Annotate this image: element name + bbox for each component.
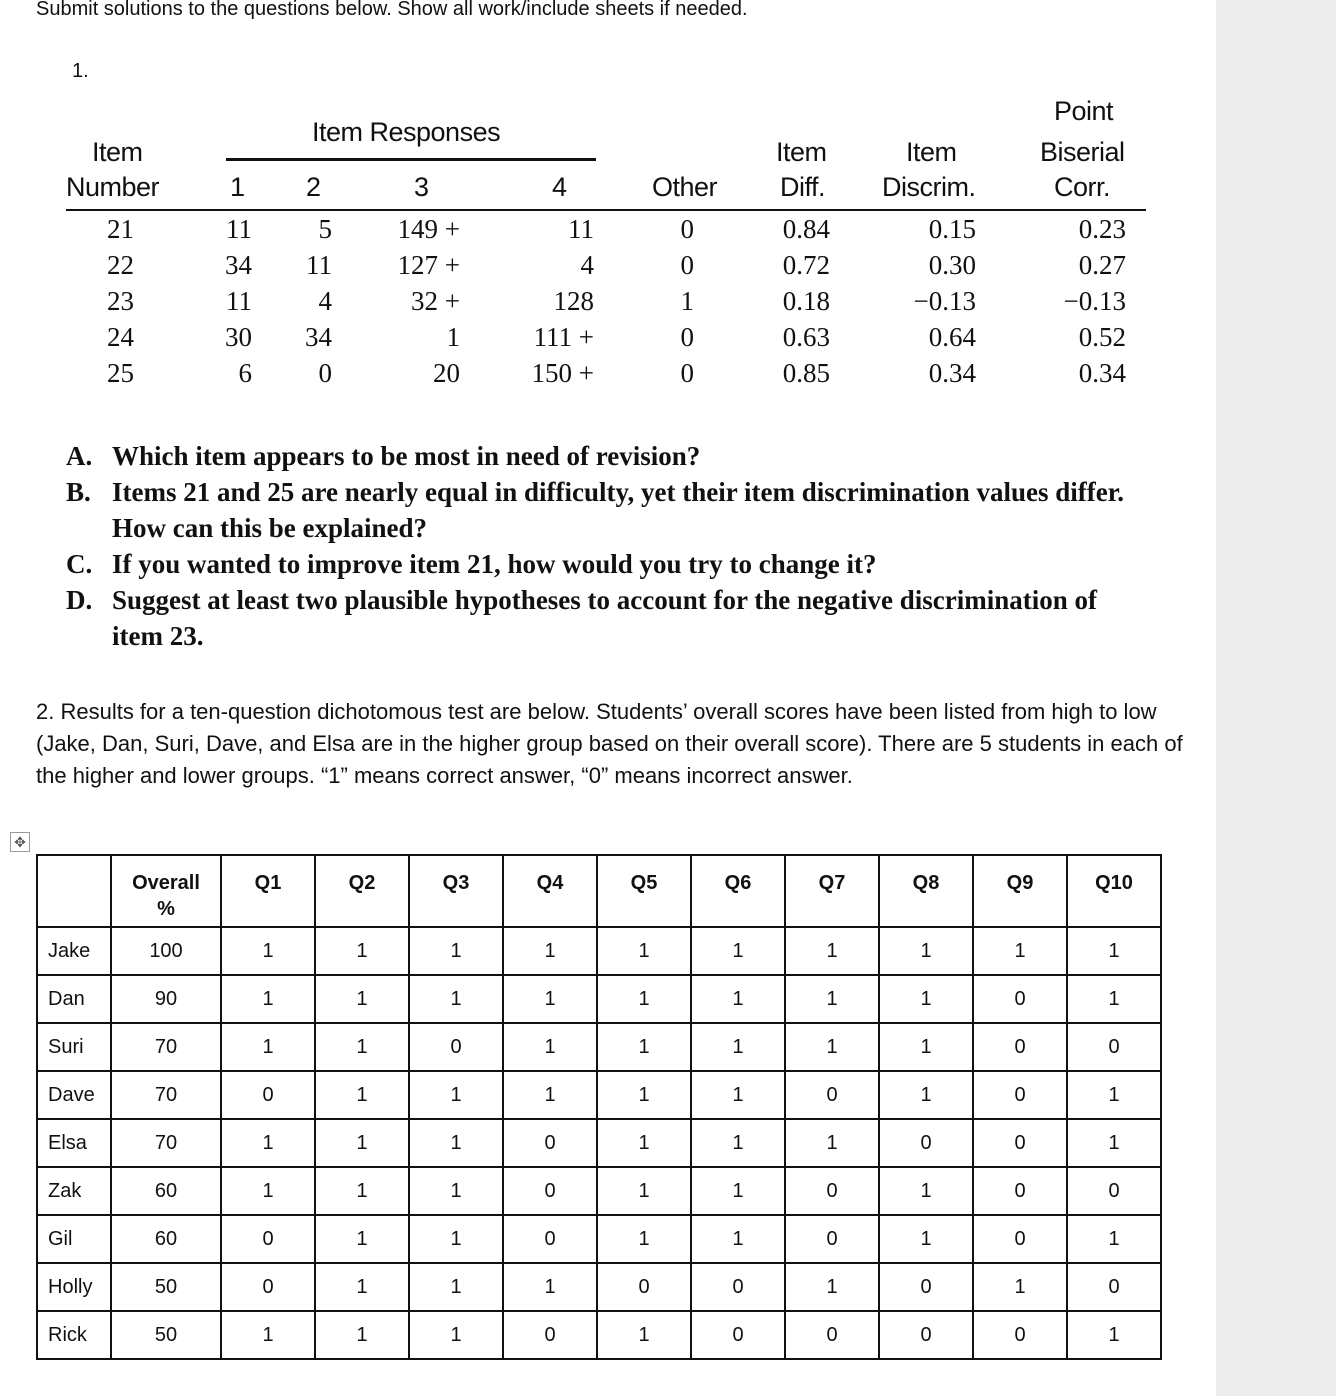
overall-score: 50 — [111, 1311, 221, 1359]
answer-cell: 0 — [1067, 1023, 1161, 1071]
header-q2: Q2 — [315, 855, 409, 927]
student-name: Zak — [37, 1167, 111, 1215]
subquestion-d-label: D. — [66, 585, 93, 615]
item-cell-item-number: 25 — [107, 358, 134, 388]
answer-cell: 0 — [503, 1167, 597, 1215]
item-cell-response-4: 111 + — [533, 322, 594, 352]
answer-cell: 0 — [221, 1071, 315, 1119]
item-cell-response-4: 4 — [580, 250, 594, 280]
header-item-diff-2: Diff. — [780, 172, 826, 202]
answer-cell: 1 — [315, 1215, 409, 1263]
item-cell-response-3: 149 + — [397, 214, 460, 244]
item-cell-point-biserial: 0.34 — [1078, 358, 1126, 388]
item-cell-item-diff: 0.72 — [782, 250, 830, 280]
answer-cell: 1 — [973, 927, 1067, 975]
answer-cell: 1 — [315, 927, 409, 975]
item-cell-item-number: 21 — [107, 214, 134, 244]
answer-cell: 1 — [315, 975, 409, 1023]
subquestion-c-text: If you wanted to improve item 21, how would you try to change it? — [112, 549, 877, 579]
item-cell-item-diff: 0.63 — [782, 322, 830, 352]
header-response-3: 3 — [414, 172, 429, 202]
answer-cell: 1 — [221, 1311, 315, 1359]
student-name: Suri — [37, 1023, 111, 1071]
answer-cell: 1 — [785, 1119, 879, 1167]
header-response-1: 1 — [230, 172, 245, 202]
answer-cell: 0 — [973, 1215, 1067, 1263]
answer-cell: 0 — [1067, 1167, 1161, 1215]
question-2-text: 2. Results for a ten-question dichotomous test are below. Students’ overall scores have been listed from high to low (Jake, Dan, Suri, Dave, and Elsa are in the higher group based on their overall score). There are 5 students in each of the higher and lower groups. “1” means correct answer, “0” means incorrect answer. — [36, 699, 1183, 788]
overall-score: 100 — [111, 927, 221, 975]
item-cell-response-1: 6 — [238, 358, 252, 388]
table-row — [37, 1119, 1161, 1167]
answer-cell: 1 — [973, 1263, 1067, 1311]
answer-cell: 1 — [409, 1167, 503, 1215]
subquestion-b-label: B. — [66, 477, 91, 507]
answer-cell: 0 — [503, 1215, 597, 1263]
student-name: Dave — [37, 1071, 111, 1119]
header-q3: Q3 — [409, 855, 503, 927]
item-cell-other: 1 — [680, 286, 694, 316]
item-cell-item-discrim: 0.34 — [928, 358, 976, 388]
header-blank — [37, 855, 111, 927]
item-cell-item-discrim: 0.30 — [928, 250, 976, 280]
right-side-panel — [1216, 0, 1336, 1396]
subquestion-a-label: A. — [66, 441, 93, 471]
table-row — [37, 1215, 1161, 1263]
responses-rule — [226, 158, 596, 161]
student-name: Rick — [37, 1311, 111, 1359]
answer-cell: 1 — [1067, 1215, 1161, 1263]
item-cell-item-diff: 0.84 — [782, 214, 830, 244]
answer-cell: 1 — [503, 1023, 597, 1071]
answer-cell: 1 — [409, 1071, 503, 1119]
header-q9: Q9 — [973, 855, 1067, 927]
answer-cell: 1 — [409, 975, 503, 1023]
item-cell-response-2: 11 — [306, 250, 332, 280]
item-cell-response-3: 20 — [433, 358, 460, 388]
answer-cell: 0 — [221, 1215, 315, 1263]
header-q10: Q10 — [1067, 855, 1161, 927]
item-cell-response-1: 34 — [225, 250, 252, 280]
subquestion-c-label: C. — [66, 549, 93, 579]
item-cell-response-4: 128 — [553, 286, 594, 316]
answer-cell: 1 — [503, 927, 597, 975]
instructions-text: Submit solutions to the questions below. Show all work/include sheets if needed. — [36, 0, 748, 20]
item-cell-point-biserial: 0.52 — [1078, 322, 1126, 352]
answer-cell: 1 — [503, 1071, 597, 1119]
item-cell-response-2: 34 — [305, 322, 332, 352]
answer-cell: 1 — [691, 1023, 785, 1071]
answer-cell: 1 — [409, 1119, 503, 1167]
answer-cell: 1 — [221, 1167, 315, 1215]
answer-cell: 1 — [879, 1023, 973, 1071]
overall-score: 50 — [111, 1263, 221, 1311]
answer-cell: 1 — [503, 1263, 597, 1311]
answer-cell: 0 — [503, 1119, 597, 1167]
answer-cell: 1 — [597, 1023, 691, 1071]
table-row — [37, 975, 1161, 1023]
header-overall-: Overall % — [111, 855, 221, 927]
answer-cell: 1 — [315, 1071, 409, 1119]
student-name: Gil — [37, 1215, 111, 1263]
answer-cell: 1 — [785, 927, 879, 975]
answer-cell: 1 — [315, 1119, 409, 1167]
answer-cell: 0 — [503, 1311, 597, 1359]
answer-cell: 1 — [409, 1311, 503, 1359]
overall-score: 60 — [111, 1215, 221, 1263]
answer-cell: 1 — [1067, 1119, 1161, 1167]
item-cell-response-3: 1 — [446, 322, 460, 352]
header-pbc-2: Biserial — [1040, 137, 1125, 167]
answer-cell: 1 — [597, 975, 691, 1023]
header-q5: Q5 — [597, 855, 691, 927]
answer-cell: 1 — [315, 1167, 409, 1215]
header-number: Number — [66, 172, 160, 202]
answer-cell: 1 — [315, 1263, 409, 1311]
answer-cell: 1 — [315, 1023, 409, 1071]
item-cell-item-number: 22 — [107, 250, 134, 280]
header-rule — [66, 209, 1146, 211]
overall-score: 90 — [111, 975, 221, 1023]
item-cell-response-3: 32 + — [411, 286, 460, 316]
header-response-4: 4 — [552, 172, 567, 202]
answer-cell: 1 — [221, 927, 315, 975]
item-cell-response-1: 30 — [225, 322, 252, 352]
answer-cell: 0 — [973, 1167, 1067, 1215]
table-row — [37, 1023, 1161, 1071]
table-row — [37, 1263, 1161, 1311]
answer-cell: 0 — [973, 1023, 1067, 1071]
header-q8: Q8 — [879, 855, 973, 927]
item-cell-item-number: 23 — [107, 286, 134, 316]
item-cell-point-biserial: 0.23 — [1078, 214, 1126, 244]
table-row — [37, 1071, 1161, 1119]
answer-cell: 1 — [409, 927, 503, 975]
answer-cell: 1 — [691, 927, 785, 975]
answer-cell: 1 — [597, 1167, 691, 1215]
answer-cell: 1 — [691, 1167, 785, 1215]
overall-score: 70 — [111, 1071, 221, 1119]
answer-cell: 0 — [879, 1263, 973, 1311]
answer-cell: 0 — [973, 1311, 1067, 1359]
answer-cell: 1 — [879, 1167, 973, 1215]
answer-cell: 1 — [1067, 927, 1161, 975]
answer-cell: 1 — [315, 1311, 409, 1359]
answer-cell: 0 — [973, 1119, 1067, 1167]
header-q7: Q7 — [785, 855, 879, 927]
answer-cell: 1 — [221, 1023, 315, 1071]
header-q6: Q6 — [691, 855, 785, 927]
header-item-responses: Item Responses — [312, 117, 501, 147]
table-row — [37, 1167, 1161, 1215]
item-cell-response-4: 11 — [568, 214, 594, 244]
answer-cell: 0 — [221, 1263, 315, 1311]
answer-cell: 1 — [221, 975, 315, 1023]
item-cell-response-1: 11 — [226, 214, 252, 244]
overall-score: 70 — [111, 1119, 221, 1167]
answer-cell: 0 — [785, 1167, 879, 1215]
item-cell-item-discrim: 0.15 — [928, 214, 976, 244]
header-item-diff-1: Item — [776, 137, 827, 167]
item-cell-item-diff: 0.18 — [782, 286, 830, 316]
answer-cell: 1 — [1067, 1311, 1161, 1359]
student-name: Elsa — [37, 1119, 111, 1167]
item-cell-response-2: 4 — [318, 286, 332, 316]
answer-cell: 1 — [1067, 1071, 1161, 1119]
answer-cell: 1 — [785, 1023, 879, 1071]
item-cell-response-2: 5 — [318, 214, 332, 244]
answer-cell: 1 — [879, 1071, 973, 1119]
answer-cell: 1 — [879, 1215, 973, 1263]
table-row — [37, 1311, 1161, 1359]
student-name: Jake — [37, 927, 111, 975]
item-cell-other: 0 — [680, 358, 694, 388]
item-cell-other: 0 — [680, 214, 694, 244]
subquestion-b-text: Items 21 and 25 are nearly equal in difficulty, yet their item discrimination values differ. How can this be explained? — [112, 477, 1124, 543]
answer-cell: 1 — [409, 1263, 503, 1311]
subquestion-a-text: Which item appears to be most in need of revision? — [112, 441, 701, 471]
scores-body — [37, 927, 1161, 1359]
answer-cell: 1 — [597, 1071, 691, 1119]
question-1-number: 1. — [72, 60, 89, 82]
answer-cell: 0 — [879, 1119, 973, 1167]
answer-cell: 0 — [973, 975, 1067, 1023]
header-item-discrim-1: Item — [906, 137, 957, 167]
answer-cell: 0 — [785, 1215, 879, 1263]
item-cell-point-biserial: −0.13 — [1063, 286, 1126, 316]
answer-cell: 1 — [691, 1119, 785, 1167]
answer-cell: 1 — [691, 1071, 785, 1119]
answer-cell: 1 — [597, 927, 691, 975]
answer-cell: 1 — [503, 975, 597, 1023]
scores-table — [36, 854, 1162, 1360]
answer-cell: 0 — [785, 1071, 879, 1119]
subquestion-d-text: Suggest at least two plausible hypotheses to account for the negative discrimination of item 23. — [112, 585, 1097, 651]
answer-cell: 0 — [409, 1023, 503, 1071]
header-other: Other — [652, 172, 718, 202]
item-cell-response-4: 150 + — [531, 358, 594, 388]
item-cell-response-3: 127 + — [397, 250, 460, 280]
table-row — [37, 927, 1161, 975]
answer-cell: 0 — [879, 1311, 973, 1359]
item-cell-response-2: 0 — [318, 358, 332, 388]
answer-cell: 1 — [785, 1263, 879, 1311]
header-q1: Q1 — [221, 855, 315, 927]
scores-header-row — [37, 855, 1161, 927]
header-pbc-3: Corr. — [1054, 172, 1111, 202]
item-cell-other: 0 — [680, 250, 694, 280]
item-cell-response-1: 11 — [226, 286, 252, 316]
student-name: Dan — [37, 975, 111, 1023]
answer-cell: 1 — [691, 1215, 785, 1263]
item-cell-point-biserial: 0.27 — [1078, 250, 1126, 280]
header-item-discrim-2: Discrim. — [882, 172, 976, 202]
answer-cell: 1 — [221, 1119, 315, 1167]
answer-cell: 1 — [597, 1119, 691, 1167]
overall-score: 60 — [111, 1167, 221, 1215]
item-cell-item-discrim: −0.13 — [913, 286, 976, 316]
answer-cell: 0 — [691, 1263, 785, 1311]
answer-cell: 0 — [1067, 1263, 1161, 1311]
answer-cell: 1 — [1067, 975, 1161, 1023]
answer-cell: 0 — [785, 1311, 879, 1359]
answer-cell: 0 — [597, 1263, 691, 1311]
student-name: Holly — [37, 1263, 111, 1311]
answer-cell: 1 — [785, 975, 879, 1023]
answer-cell: 1 — [409, 1215, 503, 1263]
answer-cell: 1 — [879, 975, 973, 1023]
answer-cell: 1 — [691, 975, 785, 1023]
answer-cell: 1 — [879, 927, 973, 975]
item-cell-item-number: 24 — [107, 322, 134, 352]
table-move-handle-icon[interactable]: ✥ — [10, 832, 30, 852]
item-cell-item-discrim: 0.64 — [928, 322, 976, 352]
answer-cell: 1 — [597, 1215, 691, 1263]
item-cell-other: 0 — [680, 322, 694, 352]
header-q4: Q4 — [503, 855, 597, 927]
header-item: Item — [92, 137, 143, 167]
answer-cell: 1 — [597, 1311, 691, 1359]
answer-cell: 0 — [691, 1311, 785, 1359]
item-cell-item-diff: 0.85 — [782, 358, 830, 388]
overall-score: 70 — [111, 1023, 221, 1071]
answer-cell: 0 — [973, 1071, 1067, 1119]
header-pbc-1: Point — [1054, 96, 1114, 126]
header-response-2: 2 — [306, 172, 321, 202]
